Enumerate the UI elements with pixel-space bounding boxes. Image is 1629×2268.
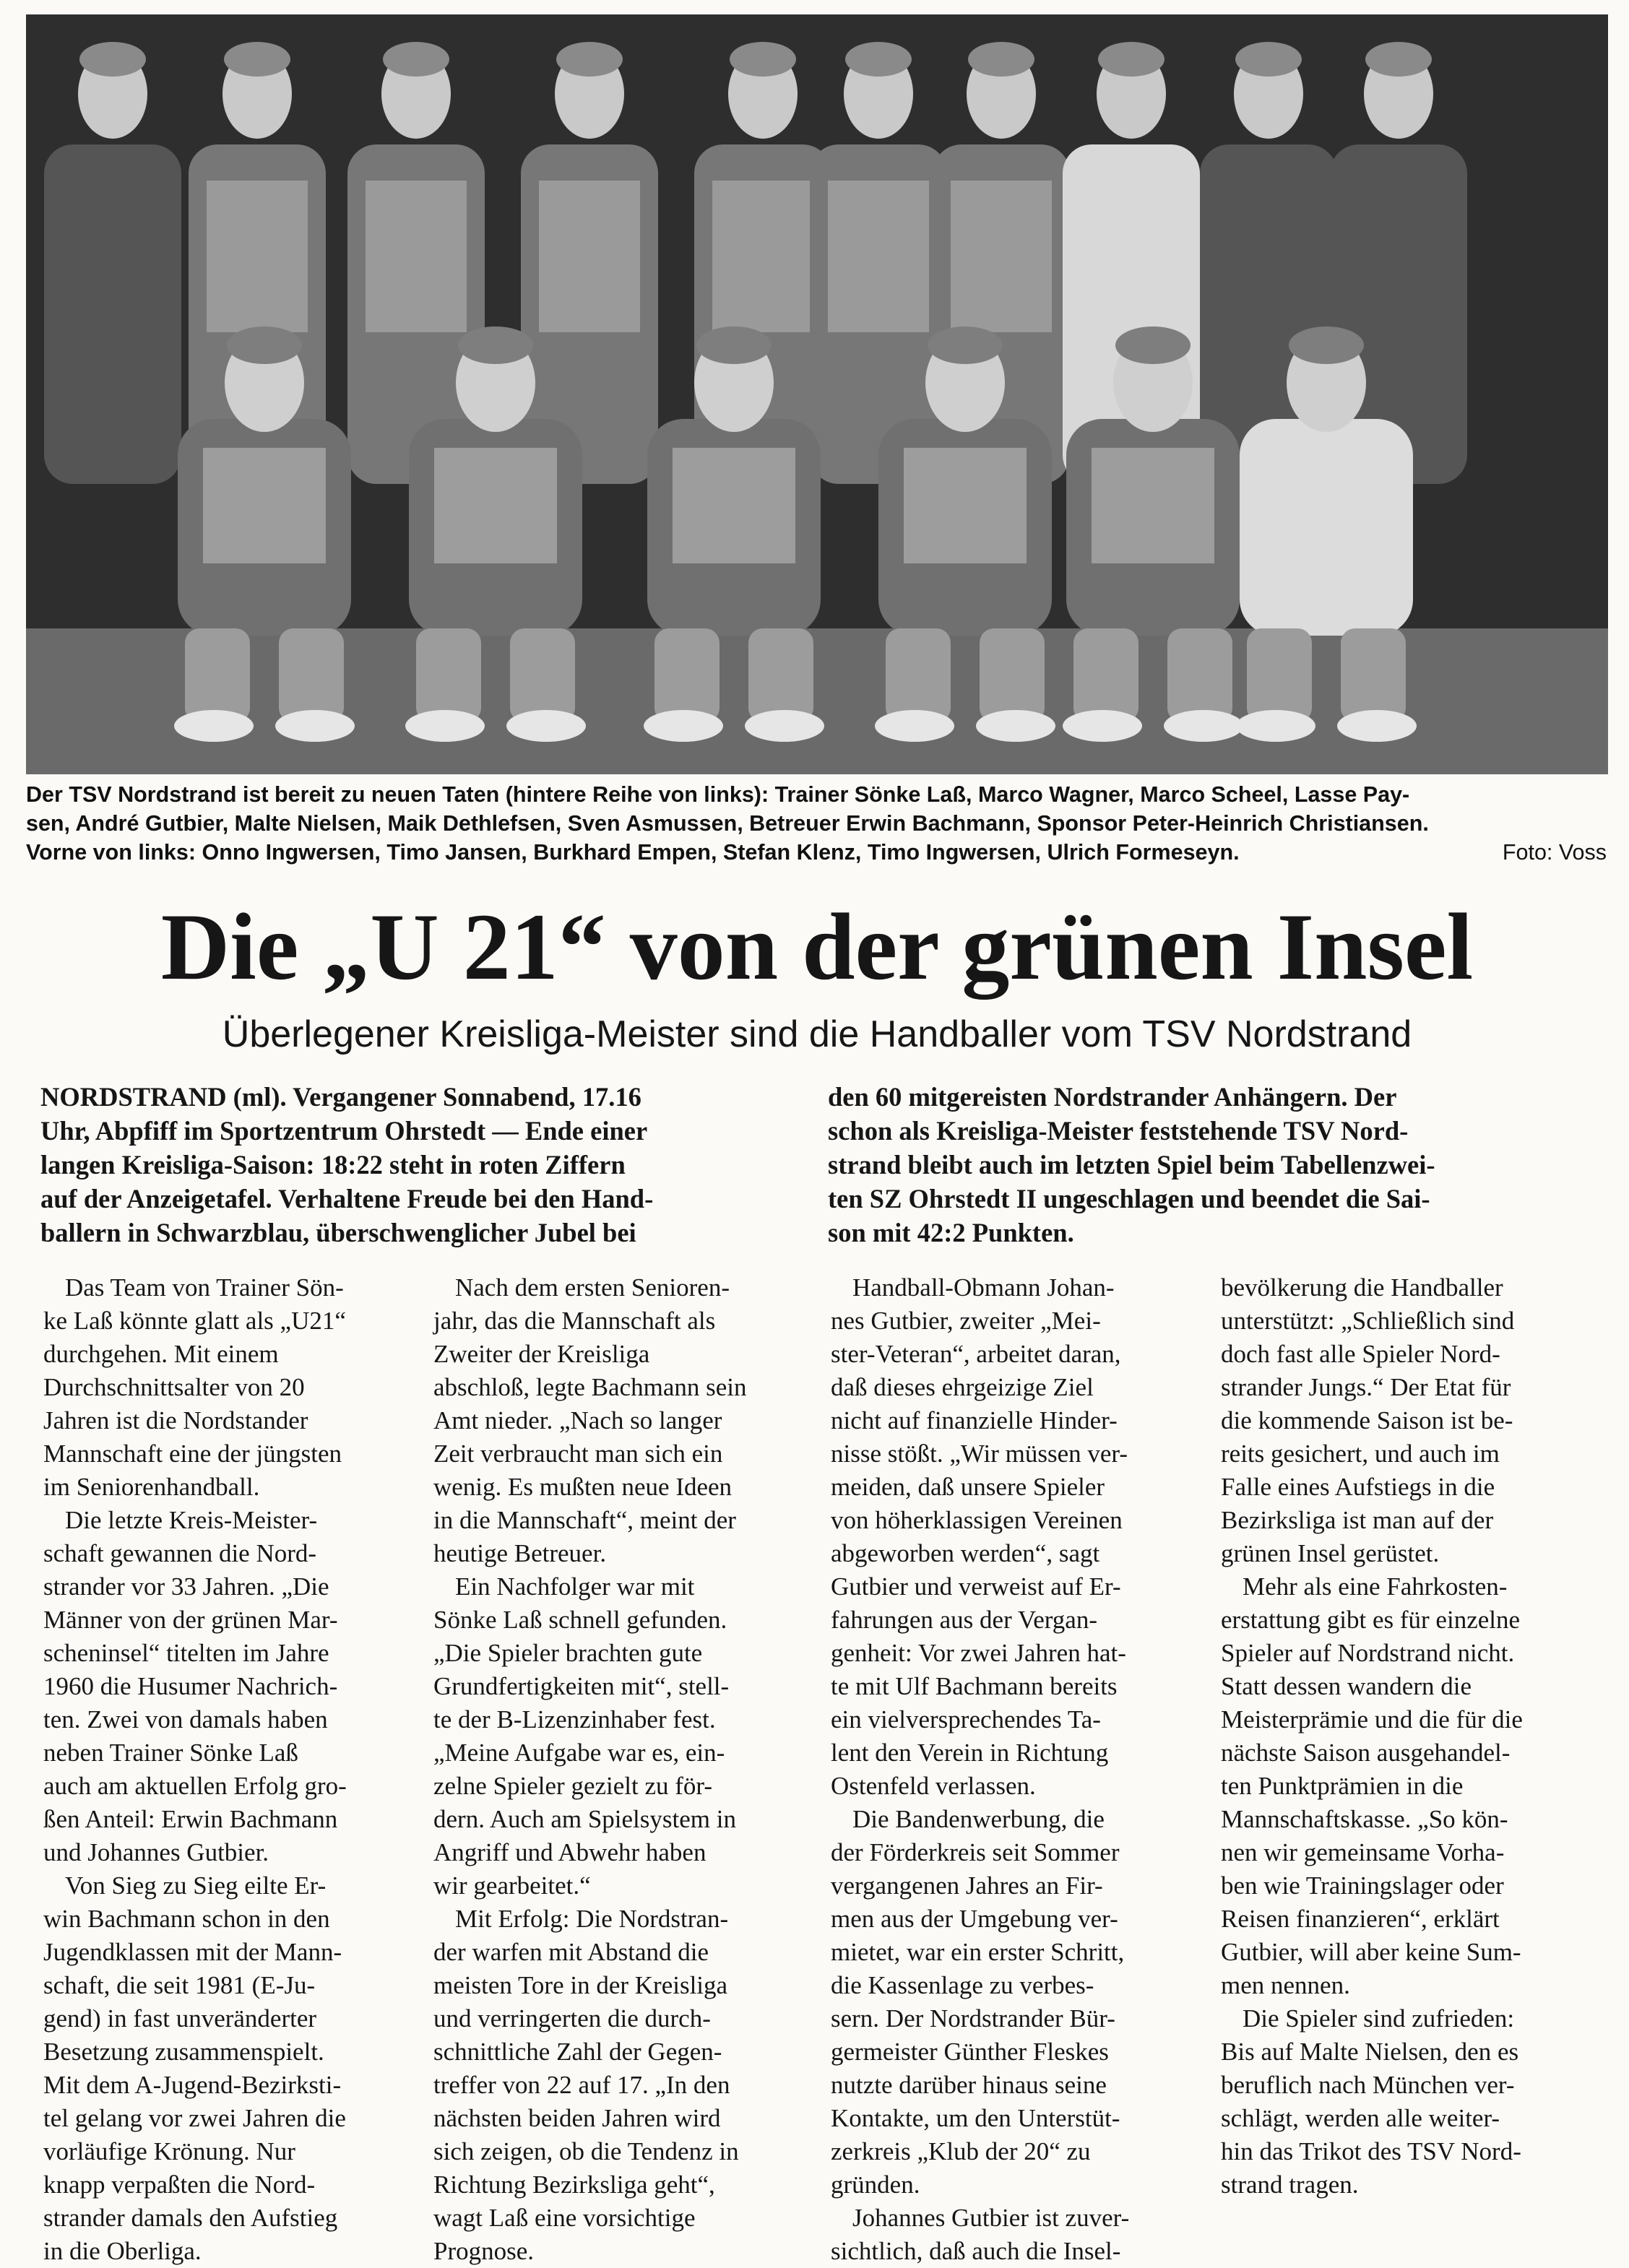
hair [1115,326,1191,364]
leg [748,628,813,722]
text-line: te mit Ulf Bachmann bereits [831,1672,1118,1700]
lead-line: ballern in Schwarzblau, überschwenglicher Jubel bei [40,1218,636,1247]
hair [696,326,772,364]
text-line: Richtung Bezirksliga geht“, [433,2170,715,2199]
shoe [976,710,1055,742]
text-line: wenig. Es mußten neue Ideen [433,1473,733,1501]
text-line: unterstützt: „Schließlich sind [1221,1307,1515,1335]
text-line: und Johannes Gutbier. [43,1838,269,1866]
subheadline: Überlegener Kreisliga-Meister sind die Handballer vom TSV Nordstrand [222,1013,1412,1055]
text-line: vorläufige Krönung. Nur [43,2137,295,2165]
lead-line: den 60 mitgereisten Nordstrander Anhängern. Der [828,1082,1397,1112]
shoe [745,710,824,742]
hair [968,42,1034,77]
lead-line: auf der Anzeigetafel. Verhaltene Freude bei den Hand- [40,1184,654,1213]
hair [1235,42,1302,77]
text-line: abschloß, legte Bachmann sein [433,1373,747,1401]
text-line: Meisterprämie und die für die [1221,1705,1523,1734]
text-line: Die Bandenwerbung, die [852,1805,1105,1833]
text-line: ten Punktprämien in die [1221,1772,1464,1800]
text-line: „Die Spieler brachten gute [433,1639,703,1667]
text-line: Amt nieder. „Nach so langer [433,1406,722,1434]
text-line: schaft, die seit 1981 (E-Ju- [43,1971,316,1999]
hair [224,42,290,77]
leg [886,628,951,722]
back-row-player-body [44,144,181,484]
hair [1289,326,1364,364]
text-line: zelne Spieler gezielt zu för- [433,1772,713,1800]
text-line: auch am aktuellen Erfolg gro- [43,1772,347,1800]
text-line: germeister Günther Fleskes [831,2038,1109,2066]
paragraph [831,1271,1196,1803]
text-line: ster-Veteran“, arbeitet daran, [831,1340,1121,1368]
text-line: tel gelang vor zwei Jahren die [43,2104,346,2132]
hair [458,326,533,364]
lead-line: NORDSTRAND (ml). Vergangener Sonnabend, 17.16 [40,1082,641,1112]
leg [980,628,1045,722]
text-line: Sönke Laß schnell gefunden. [433,1606,727,1634]
jersey-pattern [673,448,795,563]
jersey-pattern [539,181,640,332]
text-line: strand tragen. [1221,2170,1359,2199]
shoe [875,710,954,742]
paragraph [433,1271,798,1570]
text-line: beruflich nach München ver- [1221,2071,1515,2099]
text-line: Bis auf Malte Nielsen, den es [1221,2038,1519,2066]
text-line: Ostenfeld verlassen. [831,1772,1036,1800]
article-column-2 [433,1271,798,2268]
text-line: gründen. [831,2170,920,2199]
hair [1098,42,1165,77]
lead-line: ten SZ Ohrstedt II ungeschlagen und beendet die Sai- [828,1184,1430,1213]
text-line: strander damals den Aufstieg [43,2204,338,2232]
jersey-pattern [207,181,308,332]
text-line: Durchschnittsalter von 20 [43,1373,305,1401]
front-row-player-body [1240,419,1413,636]
text-line: Handball-Obmann Johan- [852,1273,1115,1302]
hair [556,42,623,77]
text-line: Angriff und Abwehr haben [433,1838,707,1866]
text-line: dern. Auch am Spielsystem in [433,1805,736,1833]
text-line: schaft gewannen die Nord- [43,1539,317,1567]
leg [185,628,250,722]
paragraph [831,2202,1196,2268]
text-line: Jugendklassen mit der Mann- [43,1938,342,1966]
text-line: Kontakte, um den Unterstüt- [831,2104,1120,2132]
text-line: meisten Tore in der Kreisliga [433,1971,728,1999]
jersey-pattern [712,181,813,332]
text-line: Besetzung zusammenspielt. [43,2038,324,2066]
text-line: abgeworben werden“, sagt [831,1539,1100,1567]
text-line: Zeit verbraucht man sich ein [433,1440,723,1468]
shoe [1164,710,1243,742]
text-line: daß dieses ehrgeizige Ziel [831,1373,1094,1401]
leg [1167,628,1232,722]
leg [1247,628,1312,722]
text-line: Von Sieg zu Sieg eilte Er- [65,1871,327,1900]
paragraph [1221,1271,1586,1570]
photo-credit: Foto: Voss [1502,840,1607,865]
paragraph [831,1803,1196,2202]
text-line: in die Oberliga. [43,2237,202,2265]
text-line: doch fast alle Spieler Nord- [1221,1340,1500,1368]
paragraph [43,1271,408,1504]
text-line: men aus der Umgebung ver- [831,1905,1118,1933]
lead-line: langen Kreisliga-Saison: 18:22 steht in roten Ziffern [40,1150,626,1180]
text-line: men nennen. [1221,1971,1350,1999]
text-line: Männer von der grünen Mar- [43,1606,338,1634]
paragraph [433,1570,798,1903]
lead-line: son mit 42:2 Punkten. [828,1218,1074,1247]
paragraph [43,1869,408,2268]
article-column-1 [43,1271,408,2268]
text-line: Mannschaft eine der jüngsten [43,1440,342,1468]
text-line: meiden, daß unsere Spieler [831,1473,1105,1501]
text-line: treffer von 22 auf 17. „In den [433,2071,730,2099]
text-line: Statt dessen wandern die [1221,1672,1472,1700]
text-line: sichtlich, daß auch die Insel- [831,2237,1121,2265]
hair [79,42,146,77]
lead-paragraph-right [828,1080,1608,1250]
article-column-3 [831,1271,1196,2268]
text-line: Ein Nachfolger war mit [455,1572,695,1601]
text-line: Reisen finanzieren“, erklärt [1221,1905,1500,1933]
text-line: jahr, das die Mannschaft als [433,1307,716,1335]
text-line: Mit Erfolg: Die Nordstran- [455,1905,729,1933]
leg [1073,628,1138,722]
text-line: 1960 die Husumer Nachrich- [43,1672,338,1700]
text-line: mietet, war ein erster Schritt, [831,1938,1125,1966]
text-line: fahrungen aus der Vergan- [831,1606,1097,1634]
leg [1341,628,1406,722]
text-line: nen wir gemeinsame Vorha- [1221,1838,1505,1866]
text-line: Mannschaftskasse. „So kön- [1221,1805,1508,1833]
shoe [1236,710,1315,742]
jersey-pattern [828,181,929,332]
text-line: Die letzte Kreis-Meister- [65,1506,318,1534]
shoe [1063,710,1142,742]
jersey-pattern [904,448,1027,563]
shoe [506,710,586,742]
text-line: schnittliche Zahl der Gegen- [433,2038,722,2066]
paragraph [43,1504,408,1869]
lead-paragraph-left [40,1080,821,1250]
hair [227,326,302,364]
text-line: nicht auf finanzielle Hinder- [831,1406,1118,1434]
text-line: Gutbier und verweist auf Er- [831,1572,1121,1601]
text-line: schlägt, werden alle weiter- [1221,2104,1500,2132]
text-line: ßen Anteil: Erwin Bachmann [43,1805,338,1833]
team-photo-illustration [26,14,1608,774]
leg [416,628,481,722]
text-line: ke Laß könnte glatt als „U21“ [43,1307,346,1335]
text-line: grünen Insel gerüstet. [1221,1539,1440,1567]
text-line: Jahren ist die Nordstander [43,1406,308,1434]
text-line: Prognose. [433,2237,535,2265]
text-line: nächsten beiden Jahren wird [433,2104,721,2132]
hair [730,42,796,77]
text-line: Zweiter der Kreisliga [433,1340,650,1368]
text-line: sern. Der Nordstrander Bür- [831,2004,1115,2033]
text-line: der warfen mit Abstand die [433,1938,709,1966]
text-line: nisse stößt. „Wir müssen ver- [831,1440,1128,1468]
text-line: Nach dem ersten Senioren- [455,1273,730,1302]
lead-line: Uhr, Abpfiff im Sportzentrum Ohrstedt — Ende einer [40,1116,648,1146]
text-line: und verringerten die durch- [433,2004,711,2033]
text-line: zerkreis „Klub der 20“ zu [831,2137,1091,2165]
jersey-pattern [951,181,1052,332]
text-line: win Bachmann schon in den [43,1905,330,1933]
hair [1365,42,1432,77]
text-line: Grundfertigkeiten mit“, stell- [433,1672,730,1700]
text-line: ben wie Trainingslager oder [1221,1871,1504,1900]
hair [383,42,449,77]
text-line: lent den Verein in Richtung [831,1739,1109,1767]
text-line: wagt Laß eine vorsichtige [433,2204,696,2232]
text-line: nes Gutbier, zweiter „Mei- [831,1307,1101,1335]
text-line: der Förderkreis seit Sommer [831,1838,1120,1866]
text-line: strander Jungs.“ Der Etat für [1221,1373,1511,1401]
text-line: Mit dem A-Jugend-Bezirksti- [43,2071,342,2099]
text-line: von höherklassigen Vereinen [831,1506,1123,1534]
text-line: Die Spieler sind zufrieden: [1243,2004,1515,2033]
text-line: Das Team von Trainer Sön- [65,1273,344,1302]
jersey-pattern [434,448,557,563]
text-line: Mehr als eine Fahrkosten- [1243,1572,1508,1601]
text-line: nutzte darüber hinaus seine [831,2071,1107,2099]
text-line: Bezirksliga ist man auf der [1221,1506,1494,1534]
leg [510,628,575,722]
shoe [405,710,485,742]
leg [279,628,344,722]
text-line: bevölkerung die Handballer [1221,1273,1503,1302]
text-line: Johannes Gutbier ist zuver- [852,2204,1130,2232]
lead-line: strand bleibt auch im letzten Spiel beim Tabellenzwei- [828,1150,1435,1180]
photo-caption [26,780,1608,867]
text-line: erstattung gibt es für einzelne [1221,1606,1521,1634]
jersey-pattern [366,181,467,332]
paragraph [1221,2002,1586,2202]
text-line: im Seniorenhandball. [43,1473,260,1501]
shoe [275,710,355,742]
lead-line: schon als Kreisliga-Meister feststehende TSV Nord- [828,1116,1409,1146]
headline: Die „U 21“ von der grünen Insel [160,893,1474,1000]
text-line: in die Mannschaft“, meint der [433,1506,736,1534]
text-line: Gutbier, will aber keine Sum- [1221,1938,1521,1966]
leg [654,628,720,722]
text-line: scheninsel“ titelten im Jahre [43,1639,329,1667]
caption-line: Vorne von links: Onno Ingwersen, Timo Jansen, Burkhard Empen, Stefan Klenz, Timo Ingwersen, Ulrich Formeseyn. [26,840,1240,865]
paragraph [433,1903,798,2268]
text-line: heutige Betreuer. [433,1539,607,1567]
text-line: nächste Saison ausgehandel- [1221,1739,1511,1767]
text-line: Falle eines Aufstiegs in die [1221,1473,1495,1501]
jersey-pattern [203,448,326,563]
text-line: ein vielversprechendes Ta- [831,1705,1101,1734]
text-line: die Kassenlage zu verbes- [831,1971,1094,1999]
hair [928,326,1003,364]
shoe [174,710,254,742]
hair [845,42,912,77]
caption-line: Der TSV Nordstrand ist bereit zu neuen Taten (hintere Reihe von links): Trainer Sönke Laß, Marco Wagner, Marco Scheel, Lasse Pay- [26,782,1410,807]
text-line: ten. Zwei von damals haben [43,1705,328,1734]
text-line: strander vor 33 Jahren. „Die [43,1572,329,1601]
text-line: genheit: Vor zwei Jahren hat- [831,1639,1126,1667]
shoe [1337,710,1417,742]
text-line: die kommende Saison ist be- [1221,1406,1513,1434]
text-line: reits gesichert, und auch im [1221,1440,1500,1468]
text-line: gend) in fast unveränderter [43,2004,317,2033]
text-line: neben Trainer Sönke Laß [43,1739,298,1767]
text-line: Spieler auf Nordstrand nicht. [1221,1639,1515,1667]
paragraph [1221,1570,1586,2002]
text-line: wir gearbeitet.“ [433,1871,591,1900]
jersey-pattern [1092,448,1214,563]
caption-line: sen, André Gutbier, Malte Nielsen, Maik Dethlefsen, Sven Asmussen, Betreuer Erwin Bachmann, Sponsor Peter-Heinrich Christiansen. [26,811,1429,836]
text-line: durchgehen. Mit einem [43,1340,279,1368]
text-line: „Meine Aufgabe war es, ein- [433,1739,725,1767]
text-line: sich zeigen, ob die Tendenz in [433,2137,739,2165]
text-line: hin das Trikot des TSV Nord- [1221,2137,1521,2165]
shoe [644,710,723,742]
text-line: te der B-Lizenzinhaber fest. [433,1705,716,1734]
team-photo [26,14,1608,774]
article-column-4 [1221,1271,1586,2202]
text-line: vergangenen Jahres an Fir- [831,1871,1103,1900]
text-line: knapp verpaßten die Nord- [43,2170,316,2199]
